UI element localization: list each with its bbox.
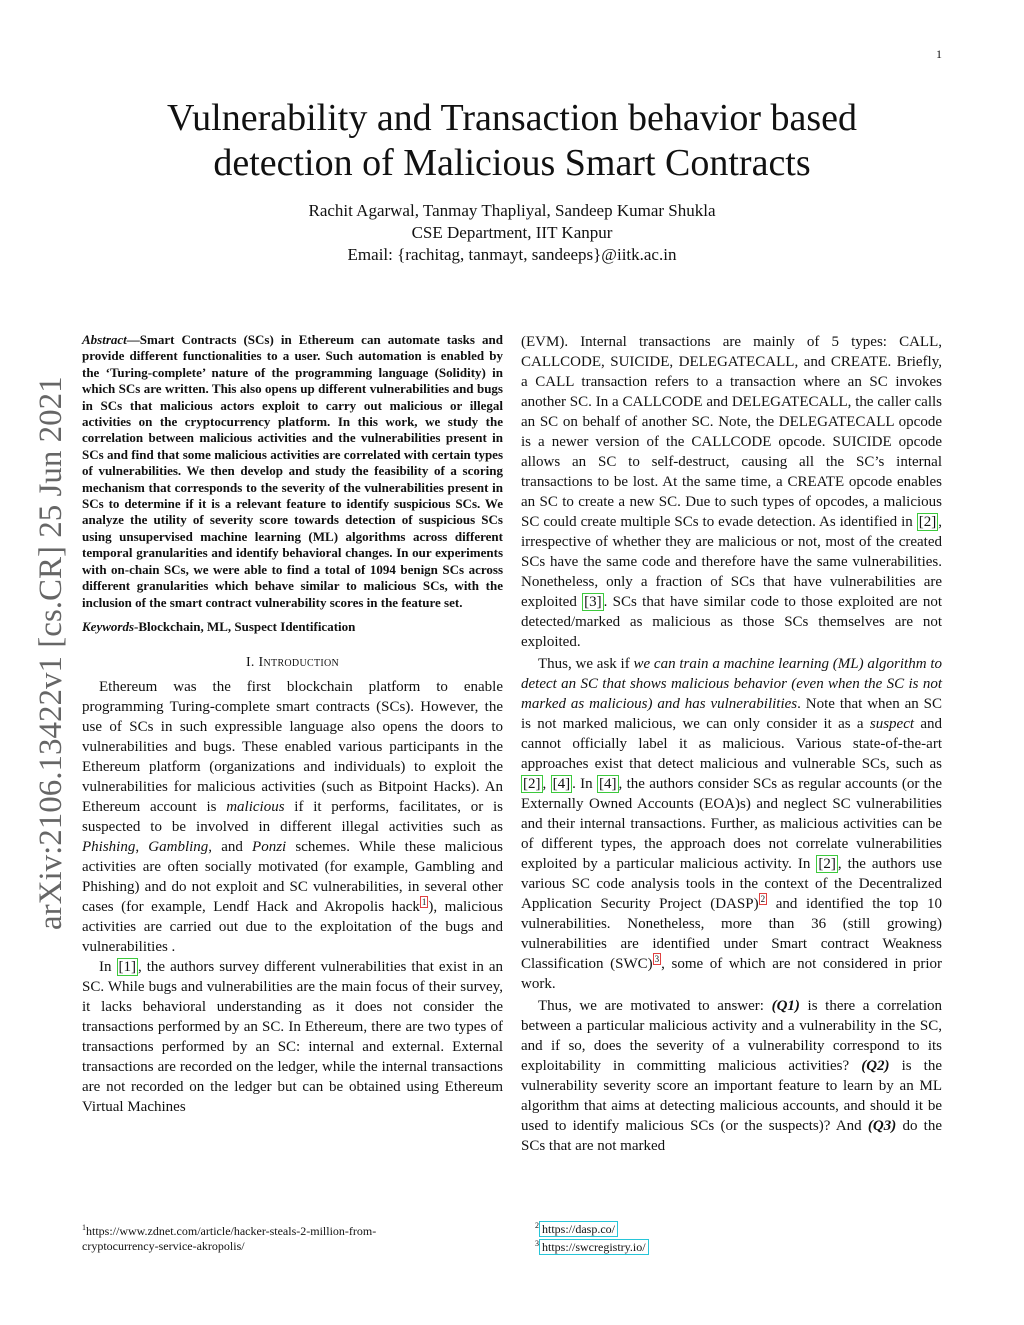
- footnote-url-line-2[interactable]: cryptocurrency-service-akropolis/: [82, 1239, 245, 1253]
- footnote-url[interactable]: https://dasp.co/: [539, 1221, 618, 1237]
- citation-link[interactable]: [3]: [584, 594, 602, 610]
- text-run: is there a correlation between a particular malicious activity and a vulnerability in the SC, and if so, does the severity of a vulnerability correspond to its exploitability in committing malicious activities?: [521, 998, 942, 1074]
- text-run: Thus, we ask if: [538, 656, 634, 672]
- text-run: , the authors consider SCs as regular accounts (or the Externally Owned Accounts (EOA)s) and neglect SC vulnerabilities and their internal transactions. Further, as malicious activities can be of different types, the approach does not correlate vulnerabilities exploited by a particular malicious activity. In: [521, 776, 943, 872]
- author-names: Rachit Agarwal, Tanmay Thapliyal, Sandeep Kumar Shukla: [308, 201, 716, 220]
- keywords: [82, 619, 503, 635]
- footnote-link-1[interactable]: 1: [421, 896, 427, 907]
- text-run: . In: [572, 776, 598, 792]
- text-italic: malicious: [226, 798, 285, 815]
- right-paragraph-3: [521, 996, 942, 1156]
- keywords-text: -Blockchain, ML, Suspect Identification: [134, 618, 356, 634]
- paper-title: [112, 96, 912, 186]
- citation-link[interactable]: [4]: [599, 776, 617, 792]
- keywords-label: Keywords: [82, 618, 134, 634]
- text-run: In: [99, 958, 117, 975]
- footnote-url-line-1[interactable]: https://www.zdnet.com/article/hacker-steals-2-million-from-: [86, 1224, 377, 1238]
- affiliation: CSE Department, IIT Kanpur: [411, 223, 613, 242]
- text-run: if it performs, facilitates, or is suspected to be involved in different illegal activities such as: [82, 798, 503, 835]
- title-line-2: detection of Malicious Smart Contracts: [213, 142, 811, 184]
- section-number: I.: [245, 654, 255, 670]
- text-italic: Gambling: [148, 838, 209, 855]
- abstract-text: —Smart Contracts (SCs) in Ethereum can automate tasks and provide different functionalities to a user. Such automation is enabled by the ‘Turing-complete’ nature of the programming language (Solidity) in which SCs are written. This also opens up different vulnerabilities and bugs in SCs that malicious actors exploit to carry out malicious or illegal activities on the cryptocurrency platform. In this work, we study the correlation between malicious activities and the vulnerabilities present in SCs and find that some malicious activities are correlated with certain types of vulnerabilities. We then develop and study the feasibility of a scoring mechanism that corresponds to the severity of the vulnerabilities present in SCs to determine if it is a relevant feature to identify suspicious SCs. We analyze the utility of severity score towards detection of suspicious SCs using unsupervised machine learning (ML) algorithms across different temporal granularities and identify behavioral changes. In our experiments with on-chain SCs, we were able to find a total of 1094 benign SCs across different granularities which behave similar to malicious SCs, with the inclusion of the smart contract vulnerability scores in the feature set.: [82, 332, 503, 610]
- footnote-2: [535, 1218, 618, 1237]
- abstract-label: Abstract: [82, 332, 127, 347]
- right-paragraph-1: [521, 332, 942, 652]
- right-column: [521, 332, 942, 1156]
- intro-paragraph-2: [82, 957, 503, 1117]
- text-run: , the authors survey different vulnerabilities that exist in an SC. While bugs and vulnerabilities are the main focus of their survey, it lacks behavioral understanding as it does not consider the transactions performed by an SC. In Ethereum, there are two types of transactions performed by an SC: internal and external. External transactions are recorded on the ledger, while the internal transactions are not recorded on the ledger but can be obtained using Ethereum Virtual Machines: [82, 958, 504, 1115]
- section-heading: [82, 655, 503, 671]
- author-block: [112, 200, 912, 266]
- text-run: , some of which are not considered in prior work.: [521, 956, 943, 992]
- question-label: (Q3): [867, 1118, 897, 1134]
- text-run: do the SCs that are not marked: [521, 1118, 943, 1154]
- text-run: , and: [208, 838, 253, 855]
- text-italic: Ponzi: [252, 838, 287, 855]
- text-run: Thus, we are motivated to answer:: [538, 998, 772, 1014]
- text-run: ,: [135, 838, 149, 855]
- text-run: . SCs that have similar code to those exploited are not detected/marked as malicious as those SCs themselves are not exploited.: [521, 594, 942, 650]
- right-paragraph-2: [521, 654, 942, 994]
- text-run: ,: [542, 776, 551, 792]
- citation-link[interactable]: [4]: [552, 776, 571, 792]
- text-run: . Note that when an SC is not marked malicious, we can only consider it as a: [521, 696, 942, 732]
- citation-link[interactable]: [2]: [918, 514, 937, 530]
- question-label: (Q1): [771, 998, 800, 1014]
- text-italic: suspect: [869, 716, 915, 732]
- text-run: Ethereum was the first blockchain platform to enable programming Turing-complete smart contracts (SCs). However, the use of SCs in such expressible language also opens the doors to vulnerabilities and bugs. These enabled various participants in the Ethereum platform (organizations and individuals) to exploit the vulnerabilities for malicious activities (such as Bitpoint Hacks). An Ethereum account is: [82, 678, 503, 815]
- footnote-number: 3: [535, 1239, 539, 1248]
- text-run: and identified the top 10 vulnerabilities. Nonetheless, more than 36 (still growing) vulnerabilities are identified under Smart contract Weakness Classification (SWC): [521, 896, 942, 972]
- section-title: Introduction: [258, 654, 340, 670]
- text-run: , irrespective of whether they are malicious or not, most of the created SCs have the same code and therefore have the same vulnerabilities. Nonetheless, only a fraction of SCs that have vulnerabilities are exploited: [521, 514, 942, 610]
- title-line-1: Vulnerability and Transaction behavior based: [166, 97, 857, 139]
- footnote-url[interactable]: https://swcregistry.io/: [539, 1239, 649, 1255]
- footnote-link-2[interactable]: 2: [760, 894, 766, 904]
- abstract: [82, 332, 503, 611]
- text-run: ), malicious activities are carried out due to the exploitation of the bugs and vulnerabilities .: [82, 898, 503, 955]
- footnote-3: [535, 1236, 649, 1255]
- email: Email: {rachitag, tanmayt, sandeeps}@iitk.ac.in: [347, 245, 677, 264]
- left-column: [82, 332, 503, 1117]
- text-run: and cannot officially label it as malicious. Various state-of-the-art approaches exist that detect malicious and vulnerable SCs, such as: [521, 716, 942, 772]
- page-number: 1: [936, 47, 942, 61]
- footnote-link-3[interactable]: 3: [654, 954, 660, 964]
- text-italic: Phishing: [82, 838, 136, 855]
- text-run: , the authors use various SC code analysis tools in the context of the Decentralized Application Security Project (DASP): [521, 856, 942, 912]
- citation-link[interactable]: [2]: [818, 856, 836, 872]
- text-run: (EVM). Internal transactions are mainly of 5 types: CALL, CALLCODE, SUICIDE, DELEGATECALL, and CREATE. Briefly, a CALL transaction refers to a transaction where an SC invokes another SC. In a CALLCODE and DELEGATECALL, the caller calls an SC on behalf of another SC. Note, the DELEGATECALL opcode is a newer version of the CALLCODE opcode. SUICIDE opcode allows an SC to self-destruct, causing all the SC’s internal transactions to be lost. At the same time, a CREATE opcode enables an SC to create a new SC. Due to such types of opcodes, a malicious SC could create multiple SCs to evade detection. As identified in: [521, 334, 942, 530]
- footnote-number: 2: [535, 1221, 539, 1230]
- intro-paragraph-1: [82, 677, 503, 957]
- citation-link[interactable]: [1]: [118, 958, 136, 975]
- footnote-number: 1: [82, 1223, 86, 1232]
- text-italic: we can train a machine learning (ML) algorithm to detect an SC that shows malicious behavior (even when the SC is not marked as malicious) and has vulnerabilities: [521, 656, 942, 712]
- text-run: is the vulnerability severity score an important feature to learn by an ML algorithm that aims at detecting malicious accounts, and should it be used to identify malicious SCs (or the suspects)? And: [521, 1058, 942, 1134]
- citation-link[interactable]: [2]: [523, 776, 541, 792]
- footnote-1: [82, 1220, 503, 1254]
- arxiv-identifier: arXiv:2106.13422v1 [cs.CR] 25 Jun 2021: [33, 376, 69, 930]
- question-label: (Q2): [861, 1058, 890, 1074]
- text-run: schemes. While these malicious activities are often socially motivated (for example, Gambling and Phishing) and do not exploit and SC vulnerabilities, in several other cases (for example, Lendf Hack and Akropolis hack: [82, 838, 504, 915]
